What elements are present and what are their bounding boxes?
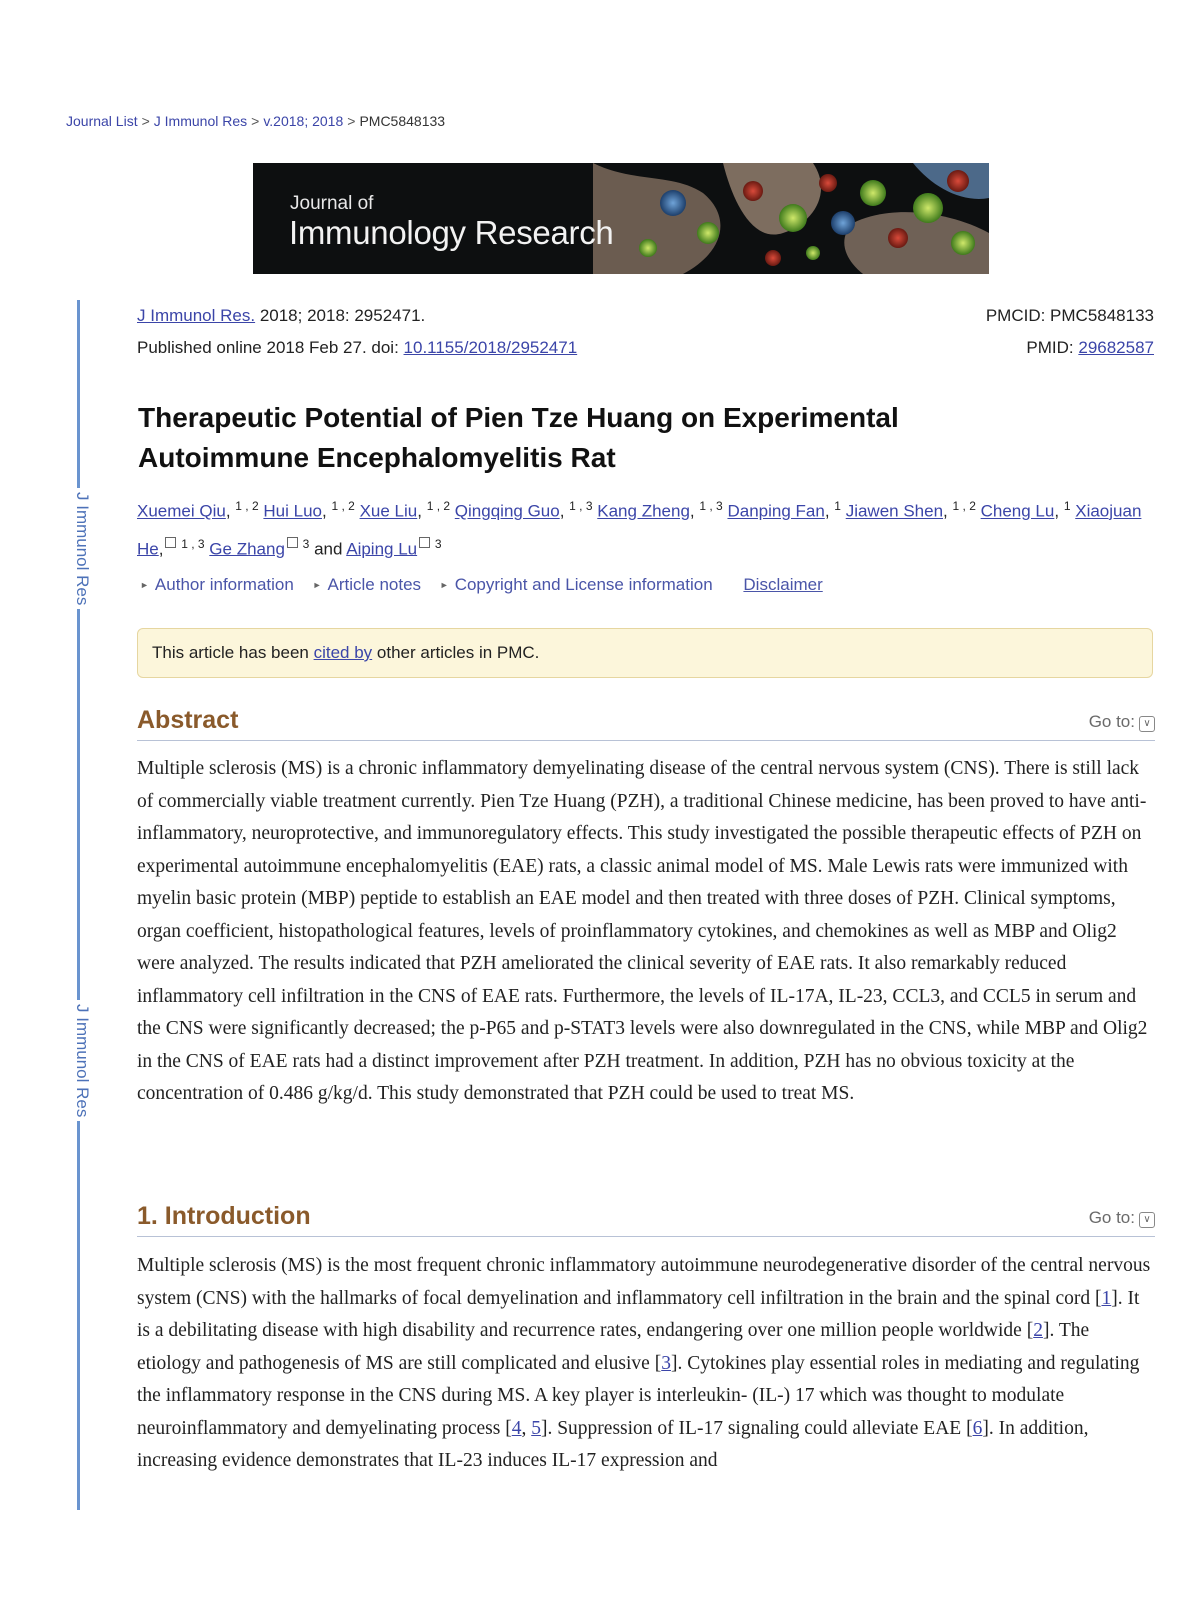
intro-text-segment: ]. The etiology and pathogenesis of MS are still complicated and elusive [ xyxy=(137,1320,1090,1374)
authors-and: and xyxy=(314,539,343,559)
cited-by-link[interactable]: cited by xyxy=(313,643,373,662)
side-journal-label[interactable]: J Immunol Res xyxy=(66,488,92,609)
banner-journal-of: Journal of xyxy=(290,193,374,214)
journal-banner[interactable] xyxy=(253,163,989,274)
breadcrumb-current: PMC5848133 xyxy=(359,113,446,129)
expand-triangle-icon: ► xyxy=(439,580,449,590)
abstract-header xyxy=(137,706,1155,741)
reference-link[interactable]: 6 xyxy=(972,1417,983,1439)
disclaimer-link[interactable]: Disclaimer xyxy=(743,575,823,594)
expand-triangle-icon: ► xyxy=(140,580,149,590)
citation-line xyxy=(137,306,425,326)
reference-link[interactable]: 3 xyxy=(661,1352,671,1374)
abstract-text: Multiple sclerosis (MS) is a chronic inflammatory demyelinating disease of the central nervous system (CNS). There is still lack of commercially viable treatment currently. Pien Tze Huang (PZH), a traditional Chinese medicine, has been proved to have anti-inflammatory, neuroprotective, and immunoregulatory effects. This study investigated the possible therapeutic effects of PZH on experimental autoimmune encephalomyelitis (EAE) rats, a classic animal model of MS. Male Lewis rats were immunized with myelin basic protein (MBP) peptide to establish an EAE model and then treated with three doses of PZH. Clinical symptoms, organ coefficient, histopathological features, levels of proinflammatory cytokines, and chemokines as well as MBP and Olig2 were analyzed. The results indicated that PZH ameliorated the clinical severity of EAE rats. It also remarkably reduced inflammatory cell infiltration in the CNS of EAE rats. Furthermore, the levels of IL-17A, IL-23, CCL3, and CCL5 in serum and the CNS were significantly decreased; the p-P65 and p-STAT3 levels were also downregulated in the CNS, while MBP and Olig2 in the CNS of EAE rats had a distinct improvement after PZH treatment. In addition, PZH has no obvious toxicity at the concentration of 0.486 g/kg/d. This study demonstrated that PZH could be used to treat MS. xyxy=(137,758,1148,1104)
published-prefix: Published online 2018 Feb 27. doi: xyxy=(137,338,404,357)
email-icon[interactable] xyxy=(419,537,430,548)
breadcrumb-separator: > xyxy=(347,113,356,129)
abstract-heading: Abstract xyxy=(137,706,239,734)
email-icon[interactable] xyxy=(287,537,298,548)
goto-label: Go to: xyxy=(1088,1208,1135,1227)
goto-label: Go to: xyxy=(1088,712,1135,731)
author-link[interactable]: Jiawen Shen xyxy=(845,501,944,521)
author-list: Xuemei Qiu, $^{1 , 2}$ Hui Luo, $^{1 , 2}$ Xue Liu, $^{1 , 2}$ Qingqing Guo, $^{1 , 3}$ Kang Zheng, $^{1 , 3}$ Danping Fan, $^1$ Jiawen Shen, $^{1 , 2}$ Cheng Lu, $^1$ Xiaojuan He, $^{1 , 3}$ Ge Zhang $^3$ and Aiping Lu $^3$ xyxy=(137,499,1142,559)
affiliation-marker: 3 xyxy=(302,536,310,551)
intro-text-segment: ]. In addition, increasing evidence demonstrates that IL-23 induces IL-17 expression and xyxy=(137,1417,1089,1471)
article-notes-toggle[interactable] xyxy=(313,575,421,594)
author-link[interactable]: Qingqing Guo xyxy=(454,501,560,521)
author-information-toggle[interactable] xyxy=(140,575,294,594)
chevron-down-icon: ∨ xyxy=(1139,1212,1155,1228)
affiliation-marker: 1 , 2 xyxy=(426,499,451,513)
affiliation-marker: 1 , 3 xyxy=(569,499,593,513)
affiliation-marker: 1 xyxy=(834,499,841,513)
affiliation-marker: 1 , 2 xyxy=(331,499,355,513)
pmid-line xyxy=(1026,338,1154,358)
side-journal-label[interactable]: J Immunol Res xyxy=(66,1000,92,1121)
introduction-text xyxy=(137,1250,1157,1478)
affiliation-marker: 1 , 2 xyxy=(235,499,259,513)
author-information-label: Author information xyxy=(154,575,294,594)
expand-triangle-icon: ► xyxy=(312,580,322,590)
article-title: Therapeutic Potential of Pien Tze Huang on Experimental Autoimmune Encephalomyelitis Rat xyxy=(138,402,899,473)
introduction-header xyxy=(137,1202,1155,1237)
doi-link[interactable]: 10.1155/2018/2952471 xyxy=(403,338,578,357)
citation-volume: 2018; 2018: 2952471. xyxy=(255,306,426,325)
pmid-prefix: PMID: xyxy=(1026,338,1079,357)
email-icon[interactable] xyxy=(165,537,176,548)
reference-link[interactable]: 1 xyxy=(1101,1287,1112,1309)
breadcrumb xyxy=(66,113,445,129)
author-link[interactable]: Hui Luo xyxy=(263,501,322,521)
intro-text-segment: , xyxy=(521,1417,532,1439)
author-link[interactable]: Aiping Lu xyxy=(346,539,418,559)
author-link[interactable]: Kang Zheng xyxy=(597,501,690,521)
article-notes-label: Article notes xyxy=(327,575,422,594)
introduction-heading: 1. Introduction xyxy=(137,1202,311,1230)
reference-link[interactable]: 5 xyxy=(531,1417,541,1439)
author-link[interactable]: Xiaojuan He xyxy=(137,501,1142,559)
author-link[interactable]: Ge Zhang xyxy=(209,539,285,559)
banner-journal-name: Immunology Research xyxy=(289,214,614,251)
pmcid: PMCID: PMC5848133 xyxy=(985,306,1154,325)
affiliation-marker: 1 , 3 xyxy=(181,536,205,551)
author-link[interactable]: Xue Liu xyxy=(359,501,418,521)
breadcrumb-journal[interactable]: J Immunol Res xyxy=(153,113,248,129)
author-link[interactable]: Xuemei Qiu xyxy=(137,501,226,521)
cited-by-before: This article has been xyxy=(152,643,314,662)
intro-text-segment: Multiple sclerosis (MS) is the most frequent chronic inflammatory autoimmune neurodegenerative disorder of the central nervous system (CNS) with the hallmarks of focal demyelination and inflammatory cell infiltration in the brain and the spinal cord [ xyxy=(137,1255,1151,1309)
intro-text-segment: ]. It is a debilitating disease with high disability and recurrence rates, endangering over one million people worldwide [ xyxy=(137,1287,1140,1341)
reference-link[interactable]: 2 xyxy=(1033,1320,1043,1341)
copyright-toggle[interactable] xyxy=(440,575,713,594)
intro-text-segment: ]. Suppression of IL-17 signaling could alleviate EAE [ xyxy=(540,1417,973,1439)
breadcrumb-separator: > xyxy=(251,113,260,129)
author-link[interactable]: Danping Fan xyxy=(727,501,825,521)
breadcrumb-volume[interactable]: v.2018; 2018 xyxy=(263,113,344,129)
intro-text-segment: ]. Cytokines play essential roles in mediating and regulating the inflammatory response in the CNS during MS. A key player is interleukin- (IL-) 17 which was thought to modulate neuroinflammatory and demyelinating process [ xyxy=(137,1352,1140,1439)
cited-by-notice xyxy=(137,628,1153,678)
affiliation-marker: 1 xyxy=(1063,499,1071,513)
cited-by-after: other articles in PMC. xyxy=(372,643,540,662)
article-info-links xyxy=(140,575,823,595)
affiliation-marker: 1 , 3 xyxy=(699,499,723,513)
side-rail xyxy=(77,300,80,1510)
copyright-label: Copyright and License information xyxy=(454,575,713,594)
chevron-down-icon: ∨ xyxy=(1139,716,1155,732)
breadcrumb-separator: > xyxy=(141,113,150,129)
affiliation-marker: 3 xyxy=(434,536,442,551)
pmid-link[interactable]: 29682587 xyxy=(1078,338,1154,357)
breadcrumb-journal-list[interactable]: Journal List xyxy=(66,113,138,129)
journal-link[interactable]: J Immunol Res. xyxy=(137,306,256,325)
published-line xyxy=(137,338,577,358)
affiliation-marker: 1 , 2 xyxy=(952,499,976,513)
reference-link[interactable]: 4 xyxy=(511,1417,522,1439)
goto-menu[interactable] xyxy=(1089,712,1155,732)
author-link[interactable]: Cheng Lu xyxy=(980,501,1055,521)
goto-menu[interactable] xyxy=(1089,1208,1155,1228)
